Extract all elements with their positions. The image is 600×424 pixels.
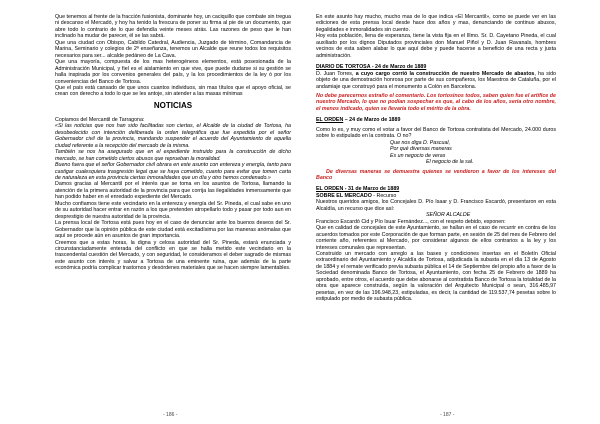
right-paragraph-1: En este asunto hay mucho, mucho mas de lo que indica «El Mercantil», como se puede ver en las ediciones de esta prensa local desde hace dos años y mas, denunciando de continuo abusos, ilegalidades e inmoralidades sin cuento. bbox=[316, 14, 556, 33]
left-paragraph-1: Que tenemos al frente de la fracción fusionista, dominante hoy, un caciquillo que combate sin tregua ni descanso el Mercadó, y hoy ha tenido la frescura de poner su firma al pie de un documento, que abre todo lo contrario de lo que defendía veinte meses atrás. Las razones de peso que le han inclinado ha mudar de parecer, él se las sabrá. bbox=[55, 14, 291, 40]
page-number-right: - 187 - bbox=[440, 412, 455, 418]
quote-paragraph-3: Bueno fuera que el señor Gobernador civil obrara en este asunto con entereza y energía, tanto para castigar cualesquiera trasgresión legal que se haya cometido, cuanto para evitar que tomen carta de naturaleza en esta provincia ciertas inmoralidades que un día y otro hemos condenado.» bbox=[55, 162, 291, 181]
left-paragraph-3: Que una mayoría, compuesta de los mas heterogéneos elementos, está posesionada de la Administración Municipal, y fiel es el aislamiento en que vive, que puede dudarse si su gestión se halla inspirada por los convenios generales del país, y la los procedimientos de la ley ó por los conveniencias del Banco de Tortosa. bbox=[55, 59, 291, 85]
verse-line-1: Que nos diga D. Pascual, bbox=[390, 139, 451, 146]
orden-heading-1-date: – 24 de Marzo de 1889 bbox=[343, 117, 401, 124]
red-note-2: De diversas maneras se demuestra quienes se vendieron a favor de los intereses del Banco bbox=[316, 168, 556, 181]
torres-lead: D. Juan Torres, bbox=[316, 70, 356, 77]
torres-rest: , ha sido objeto de una demostración honrosa por parte de sus compañeros, los Maestros de Cataluña, por el andamiaje que construyó para el monumento a Colón en Barcelona. bbox=[316, 70, 556, 90]
orden-heading-1-underlined: EL ORDEN bbox=[316, 117, 344, 124]
quote-paragraph-2: También se nos ha asegurado que en el expediente instruido para la construcción de dicho mercado, se han cometido ciertos abusos que reprueban la moralidad. bbox=[55, 149, 291, 162]
signature-line: SEÑOR ALCALDE bbox=[426, 212, 471, 219]
intro-line: Copiamos del Mercantil de Tarragona: bbox=[55, 116, 145, 123]
body-paragraph-1: Damos gracias al Mercantil por el interés que se toma en los asuntos de Tortosa, llamando la atención de la primera autoridad de la provincia para que corrija las ilegalidades inmensamente que han podido haber en el enredado expediente del Mercado. bbox=[55, 181, 291, 201]
body-paragraph-4: Creemos que a estas horas, la digna y celosa autoridad del Sr. Pineda, estará enunciada y circunstanciadamente enterada del conflicto en que se halla metido este vecindario en la trascendental cuestión del Mercado, y con seguridad, le consideramos el deber sagrado de mismas este asunto con interés y salvar a Tortosa de una eminente ruina, que además de la parte económica podría complicar trastornos y desórdenes materiales que se hacen siempre lamentables. bbox=[55, 239, 291, 272]
right-paragraph-2: Hoy esta población, llena de esperanza, tiene la vista fija en el Illmo. Sr. D. Cayetano Pineda, el cual auxiliado por los dignos Diputados provinciales don Manuel Piñol y D. Juan Ravanals, hombres vecinos de esta saben alabar lo que aquí debe y puede hacerse a beneficio de una recta y justa administración. bbox=[316, 33, 556, 59]
quote-paragraph-1: «Si las noticias que nos han sido facilitadas son ciertas, el Alcalde de la ciudad de Tortosa, ha desobedecido con intención deliberada la orden telegráfica que fue expedida por el señor Gobernador civil de la provincia, mandando suspender el acuerdo del Ayuntamiento de aquella ciudad referente a la recepción del mercado de la misma. bbox=[55, 123, 291, 149]
left-page bbox=[55, 14, 291, 272]
body-paragraph-2: Mucho confiamos tiene este vecindario en la entereza y energía del Sr. Pineda, el cual sabe en uno de su autoridad hacer entrar en razón a los que pretenden atropellarlo todo y pasar por todo aun en desprestigio de nuestra autoridad de la provincia. bbox=[55, 200, 291, 220]
torres-bold: a cuyo cargo corrió la construcción de nuestro Mercado de abastos bbox=[355, 70, 535, 77]
diario-heading: DIARIO DE TORTOSA - 24 de Marzo de 1889 bbox=[316, 64, 427, 71]
verse-line-4: El negocio de la sal. bbox=[426, 159, 474, 166]
recurso-paragraph-3: Que en calidad de concejales de este Ayuntamiento, se hallan en el caso de recurrir en contra de los acuerdos tomados por este Corporación de que forman parte, en sesión de 25 del mes de Febrero del corriente año, referentes al Mercado, por considerar algunos de ellos contrarios a la ley y los intereses comunales que representan. bbox=[316, 225, 556, 251]
recurso-paragraph-4: Construido un mercado con arreglo a las bases y condiciones insertas en el Boletín Oficial extraordinario del Ayuntamiento y Alcaldía de Tortosa, adjudicada la subasta en el día 13 de Agosto de 1884 y el remate verificado previa subasta pública el 14 de Septiembre del propio año a favor de la Sociedad denominada Banco de Tortosa, el Ayuntamiento, con fecha 25 de Febrero de 1889 ha aprobado, entre otros, el acuerdo que debe abonarse al contratista Banco de Tortosa la totalidad de la obra que aparece construida, según la valoración del Arquitecto Municipal o sean, 316.485,97 pesetas, en vez de las 196.948,23, estipuladas, es decir, la cantidad de 119.537,74 pesetas sobre lo estipulado por medio de subasta pública. bbox=[316, 250, 556, 303]
recurso-paragraph-2: Francisco Escardó Cid y Pío Isuar Fernández..., con el respeto debido, exponen: bbox=[316, 218, 506, 225]
sobre-mercado-title: SOBRE EL MERCADO bbox=[316, 192, 372, 199]
left-paragraph-2: Que una ciudad con Obispo, Cabildo Catedral, Audiencia, Juzgado de término, Comandancia de Marina, Seminario y colegios de 2ª enseñanza, tenemos un Alcalde que reune todos los requisitos necesarios para ser... alcalde pedáneo de La Cava. bbox=[55, 39, 291, 59]
page-number-left: - 186 - bbox=[163, 412, 178, 418]
recurso-paragraph-1: Nuestros queridos amigos, los Concejales D. Pío Isaar y D. Francisco Escardó, presentaron en esta Alcaldía, un recurso que dice así: bbox=[316, 199, 556, 212]
noticias-heading: NOTICIAS bbox=[153, 100, 193, 110]
torres-paragraph bbox=[316, 71, 556, 90]
verse-line-2: Por qué diversas maneras bbox=[390, 146, 452, 153]
orden-heading-2: EL ORDEN - 31 de Marzo de 1889 bbox=[316, 186, 400, 193]
orden-paragraph: Como lo es, y muy como el votar a favor del Banco de Tortosa contratista del Mercado, 24.000 duros sobre lo estipulado en la contrata. O no? bbox=[316, 126, 556, 140]
body-paragraph-3: La prensa local de Tortosa está pues hoy en el caso de denunciar ante los buenos deseos del Sr. Gobernador que la opinión pública de este ciudad está excitadísima por las maneras anómalas que aquí se procede aún en asuntos de gran importancia. bbox=[55, 220, 291, 240]
right-page bbox=[316, 14, 556, 303]
red-note-1: No debe parecernos extraño el comentario. Los tortosinos todos, saben quien fue el artífice de nuestro Mercado, lo que no podían sospechar es que, al cabo de los años, seria otro nombre, el menos indicado, quien se llevaría todo el mérito de la obra. bbox=[316, 92, 556, 112]
verse-line-3: Es un negocio de veras bbox=[390, 152, 446, 159]
left-paragraph-4: Que el país está cansado de que unos cuantos individuos, sin mas títulos que el apoyo oficial, se crean con derecho a todo lo que se les antoje, sin atender a las masas mínimas bbox=[55, 84, 291, 98]
sobre-mercado-rest: - Recurso bbox=[371, 192, 397, 199]
